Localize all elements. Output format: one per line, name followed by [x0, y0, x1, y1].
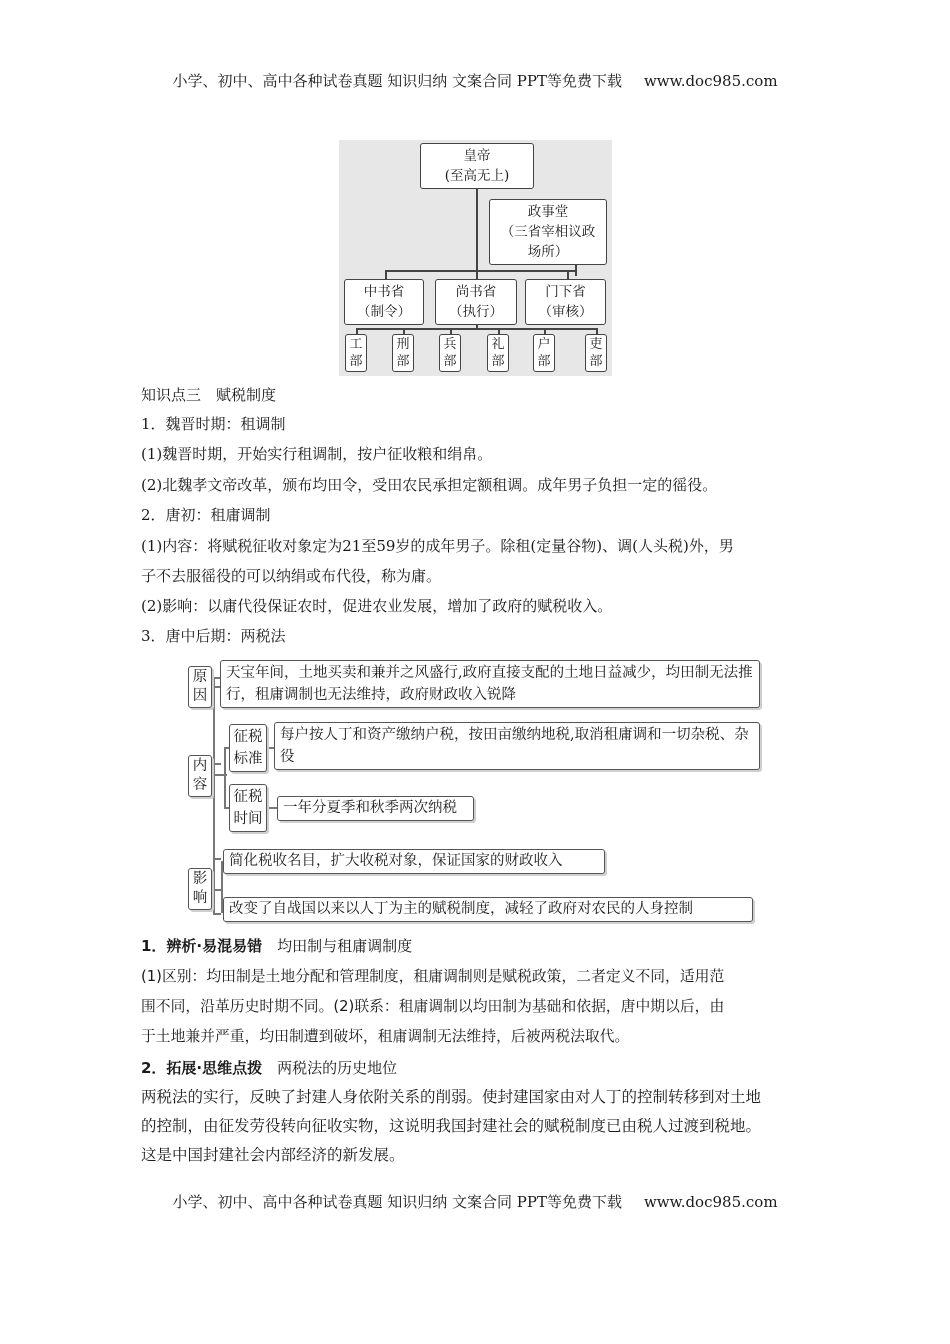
menxia-box: [525, 279, 606, 325]
time-box: [277, 796, 474, 821]
standard-label: 征税标准: [229, 724, 267, 772]
page-header: [0, 70, 950, 91]
impact-text-1: 简化税收名目，扩大收税对象，保证国家的财政收入: [229, 853, 563, 869]
zhongshu-title: 中书省: [363, 284, 405, 300]
menxia-note: （审核）: [538, 304, 593, 320]
reason-text: 天宝年间，土地买卖和兼并之风盛行,政府直接支配的土地日益减少，均田制无法推行，租庸调制也无法维持，政府财政收入锐降: [226, 665, 753, 703]
dept-bing: 兵 部: [439, 334, 461, 372]
council-box: [489, 199, 607, 265]
impact-text-2: 改变了自战国以来以人丁为主的赋税制度，减轻了政府对农民的人身控制: [229, 901, 693, 917]
para-tang-1b: 子不去服徭役的可以纳绢或布代役，称为庸。: [141, 567, 442, 585]
analysis-title-bold: 1．辨析·易混易错: [141, 937, 263, 955]
page-footer: [0, 1191, 950, 1212]
dept-li-personnel: 吏 部: [585, 334, 607, 372]
extension-line-3: 这是中国封建社会内部经济的新发展。: [141, 1146, 405, 1164]
analysis-line-3: 于土地兼并严重，均田制遭到破坏，租庸调制无法维持，后被两税法取代。: [141, 1028, 630, 1045]
dept-li-rites: 礼 部: [487, 334, 509, 372]
reason-box: [220, 660, 760, 708]
impact-box-2: [223, 897, 753, 922]
time-text: 一年分夏季和秋季两次纳税: [283, 800, 457, 816]
shangshu-box: [435, 279, 517, 325]
impact-label: 影响: [188, 868, 212, 910]
org-chart: [339, 140, 612, 376]
heading-tang-late: 3．唐中后期：两税法: [141, 627, 286, 645]
council-title: 政事堂: [527, 204, 569, 220]
standard-box: [274, 722, 760, 770]
zhongshu-note: （制令）: [357, 304, 411, 320]
extension-title-bold: 2．拓展·思维点拨: [141, 1059, 263, 1077]
extension-line-2: 的控制，由征发劳役转向征收实物，这说明我国封建社会的赋税制度已由税人过渡到税地。: [141, 1117, 762, 1135]
emperor-title: 皇帝: [463, 148, 491, 164]
reason-label: 原因: [188, 666, 212, 708]
section-title: 知识点三 赋税制度: [141, 386, 277, 404]
para-tang-2: (2)影响：以庸代役保证农时，促进农业发展，增加了政府的赋税收入。: [141, 597, 613, 615]
extension-title: [141, 1058, 397, 1078]
extension-line-1: 两税法的实行，反映了封建人身依附关系的削弱。使封建国家由对人丁的控制转移到对土地: [141, 1088, 762, 1106]
footer-text: 小学、初中、高中各种试卷真题 知识归纳 文案合同 PPT等免费下载: [172, 1193, 622, 1211]
para-weijin-2: (2)北魏孝文帝改革，颁布均田令，受田农民承担定额租调。成年男子负担一定的徭役。: [141, 476, 718, 494]
footer-site: www.doc985.com: [643, 1193, 778, 1211]
menxia-title: 门下省: [545, 284, 586, 300]
content-label: 内容: [188, 755, 212, 797]
council-note2: 场所）: [527, 244, 569, 260]
extension-title-rest: 两税法的历史地位: [262, 1059, 398, 1077]
para-weijin-1: (1)魏晋时期，开始实行租调制，按户征收粮和绢帛。: [141, 445, 493, 463]
two-tax-diagram: [186, 660, 766, 924]
analysis-title: [141, 936, 412, 956]
emperor-box: [420, 143, 534, 189]
dept-gong: 工 部: [345, 334, 367, 372]
analysis-line-2: 围不同，沿革历史时期不同。(2)联系：租庸调制以均田制为基础和依据，唐中期以后，由: [141, 998, 725, 1015]
shangshu-note: （执行）: [449, 304, 503, 320]
heading-weijin: 1．魏晋时期：租调制: [141, 415, 286, 433]
zhongshu-box: [344, 279, 424, 325]
standard-text: 每户按人丁和资产缴纳户税，按田亩缴纳地税,取消租庸调和一切杂税、杂役: [280, 727, 749, 765]
council-note1: （三省宰相议政: [500, 224, 596, 240]
dept-hu: 户 部: [533, 334, 555, 372]
extension-body: [141, 1083, 811, 1170]
dept-xing: 刑 部: [392, 334, 414, 372]
para-tang-1a: (1)内容：将赋税征收对象定为21至59岁的成年男子。除租(定量谷物)、调(人头税)外，男: [141, 537, 734, 555]
analysis-line-1: (1)区别：均田制是土地分配和管理制度，租庸调制则是赋税政策，二者定义不同，适用范: [141, 968, 725, 985]
heading-tang-early: 2．唐初：租庸调制: [141, 506, 271, 524]
impact-box-1: [223, 849, 605, 874]
analysis-body: [141, 962, 811, 1052]
emperor-note: (至高无上): [444, 168, 510, 184]
time-label: 征税时间: [229, 784, 267, 832]
shangshu-title: 尚书省: [455, 284, 497, 300]
header-site: www.doc985.com: [643, 72, 778, 90]
header-text: 小学、初中、高中各种试卷真题 知识归纳 文案合同 PPT等免费下载: [172, 72, 622, 90]
analysis-title-rest: 均田制与租庸调制度: [262, 937, 413, 955]
